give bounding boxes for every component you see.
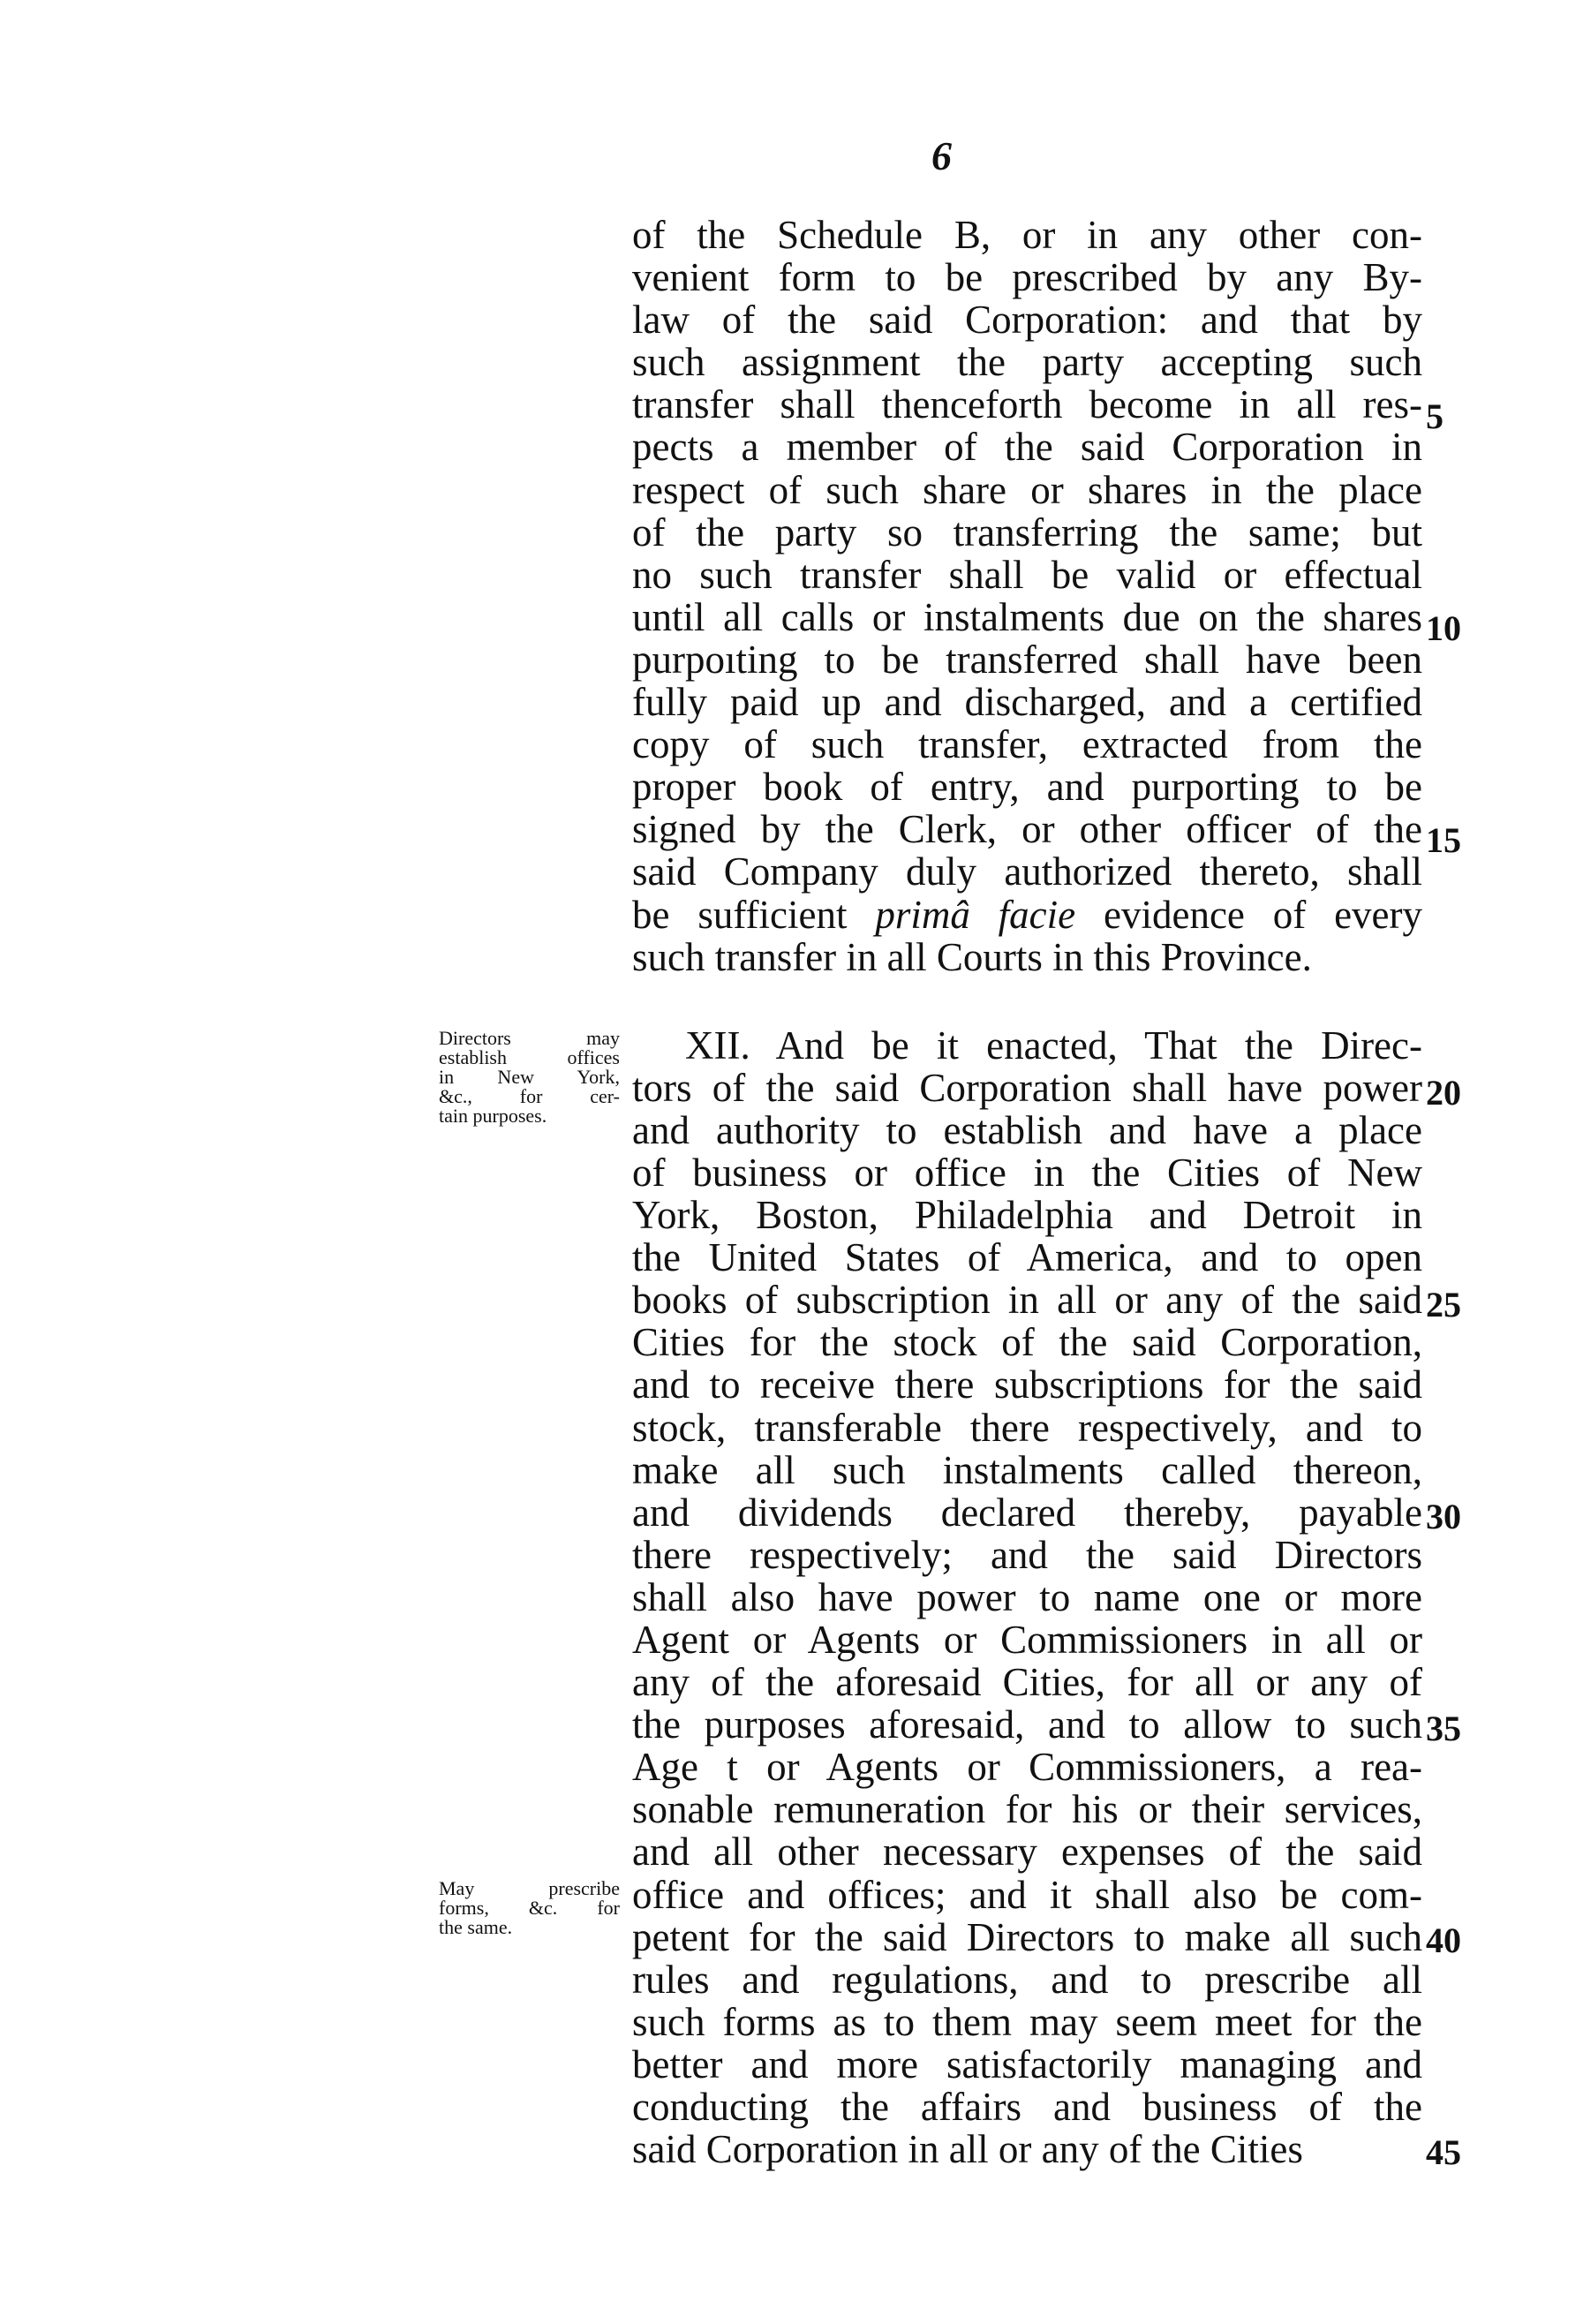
text-line: said Corporation in all or any of the Cities [632, 2127, 1303, 2172]
text-line: such transfer in all Courts in this Province. [632, 934, 1312, 979]
text-line: respect of such share or shares in the place [632, 467, 1422, 512]
text-line: of the Schedule B, or in any other con- [632, 213, 1422, 257]
text-line: pects a member of the said Corporation in [632, 425, 1422, 470]
text-line: York, Boston, Philadelphia and Detroit in [632, 1193, 1422, 1238]
margin-note-line: tain purposes. [439, 1105, 547, 1127]
margin-note-line: establish offices [439, 1046, 620, 1068]
text-line: and to receive there subscriptions for the said [632, 1362, 1422, 1407]
margin-note-line: forms, &c. for [439, 1897, 620, 1919]
text-line: shall also have power to name one or more [632, 1574, 1422, 1619]
margin-note-directors-offices [439, 1029, 620, 1126]
text-line: make all such instalments called thereon, [632, 1447, 1422, 1492]
text-line: such assignment the party accepting such [632, 340, 1422, 385]
evidence-before: be sufficient [632, 892, 876, 937]
text-line: such forms as to them may seem meet for the [632, 1999, 1422, 2044]
text-line: stock, transferable there respectively, and to [632, 1405, 1422, 1450]
margin-note-line: in New York, [439, 1066, 620, 1088]
text-line: Age t or Agents or Commissioners, a rea- [632, 1745, 1422, 1790]
section-numeral: XII. [685, 1022, 750, 1068]
line-number: 40 [1426, 1920, 1461, 1960]
text-line: better and more satisfactorily managing and [632, 2041, 1422, 2086]
line-number: 10 [1426, 608, 1461, 648]
margin-note-line: Directors may [439, 1027, 620, 1049]
text-line: petent for the said Directors to make all such [632, 1914, 1422, 1959]
text-line: of business or office in the Cities of New [632, 1150, 1422, 1195]
text-line: and authority to establish and have a place [632, 1107, 1422, 1152]
line-number: 15 [1426, 820, 1461, 860]
text-line: office and offices; and it shall also be com- [632, 1872, 1422, 1917]
text-line: venient form to be prescribed by any By- [632, 255, 1422, 300]
text-line-evidence [632, 894, 1422, 936]
line-number: 20 [1426, 1073, 1461, 1113]
section-xii-first-line [632, 1024, 1422, 1067]
text-line: and all other necessary expenses of the said [632, 1830, 1422, 1875]
body-text [632, 214, 1422, 2170]
page-number: 6 [931, 133, 952, 178]
line-number: 25 [1426, 1285, 1461, 1324]
margin-note-line: &c., for cer- [439, 1085, 620, 1107]
text-line: said Company duly authorized thereto, shall [632, 849, 1422, 894]
line-number: 35 [1426, 1709, 1461, 1748]
text-line: proper book of entry, and purporting to be [632, 765, 1422, 810]
text-line: fully paid up and discharged, and a certified [632, 680, 1422, 725]
text-line: the United States of America, and to open [632, 1235, 1422, 1280]
margin-note-line: the same. [439, 1916, 513, 1938]
text-line: law of the said Corporation: and that by [632, 298, 1422, 343]
text-line: Agent or Agents or Commissioners in all or [632, 1618, 1422, 1662]
evidence-emphasis: primâ facie [875, 892, 1076, 937]
text-line: and dividends declared thereby, payable [632, 1490, 1422, 1535]
text-line: there respectively; and the said Directors [632, 1532, 1422, 1577]
text-line: books of subscription in all or any of the said [632, 1278, 1422, 1323]
text-line: no such transfer shall be valid or effectual [632, 552, 1422, 597]
evidence-after: evidence of every [1075, 892, 1423, 937]
text-line: transfer shall thenceforth become in all res- [632, 382, 1422, 427]
text-line: any of the aforesaid Cities, for all or any of [632, 1660, 1422, 1705]
line-number: 45 [1426, 2132, 1461, 2172]
text-line: conducting the affairs and business of the [632, 2085, 1422, 2130]
section-xii-opening: And be it enacted, That the Direc- [775, 1022, 1422, 1068]
text-line: tors of the said Corporation shall have power [632, 1065, 1422, 1110]
text-line: until all calls or instalments due on the shares [632, 594, 1422, 639]
text-line: copy of such transfer, extracted from the [632, 722, 1422, 767]
text-line: the purposes aforesaid, and to allow to such [632, 1702, 1422, 1747]
margin-note-prescribe-forms [439, 1879, 620, 1937]
line-number: 30 [1426, 1497, 1461, 1536]
text-line: purpoıting to be transferred shall have been [632, 637, 1422, 682]
text-line: of the party so transferring the same; but [632, 509, 1422, 555]
text-line: sonable remuneration for his or their services, [632, 1787, 1422, 1832]
text-line: Cities for the stock of the said Corporation, [632, 1320, 1422, 1365]
text-line: signed by the Clerk, or other officer of the [632, 807, 1422, 852]
text-line: rules and regulations, and to prescribe all [632, 1957, 1422, 2002]
line-number: 5 [1426, 396, 1444, 436]
margin-note-line: May prescribe [439, 1877, 620, 1899]
